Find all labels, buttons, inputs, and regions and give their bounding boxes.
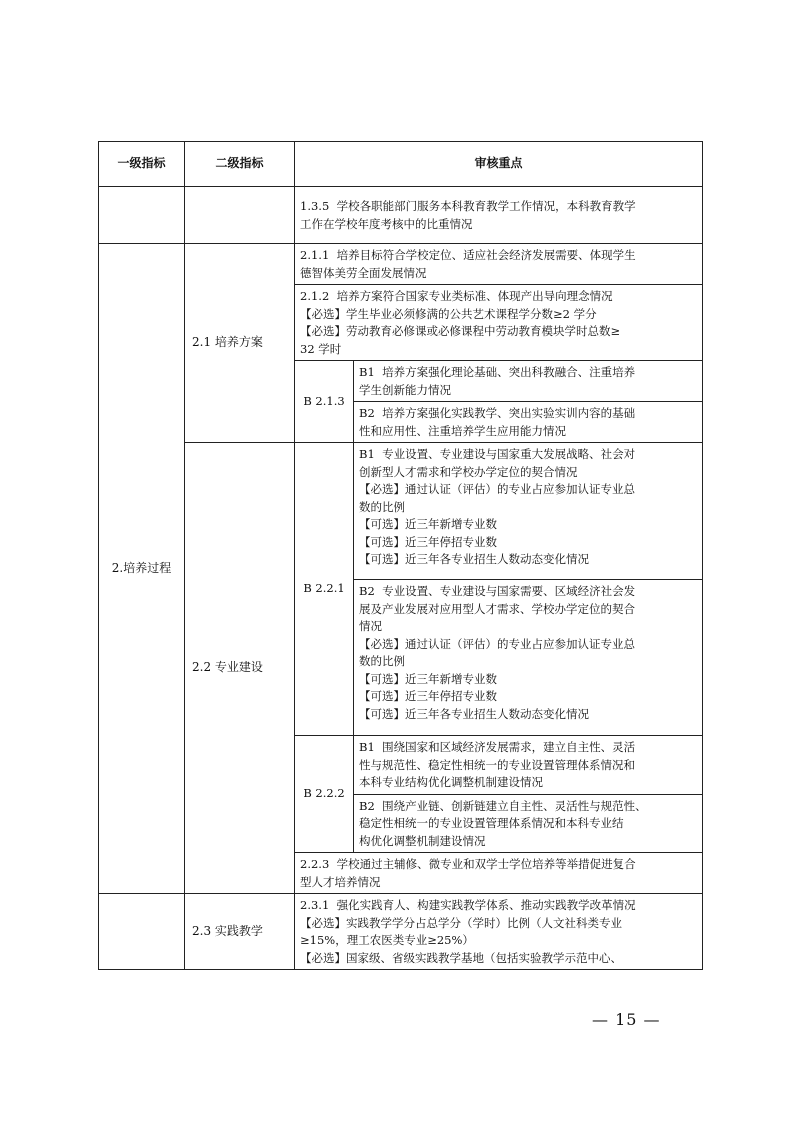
header-level2: 二级指标 <box>185 142 295 187</box>
item-1-3-5 <box>295 195 702 235</box>
table-row <box>99 894 703 970</box>
level2-practice-teaching: 2.3 实践教学 <box>185 894 295 970</box>
text-line: 【可选】近三年停招专业数 <box>359 534 497 549</box>
text-line: 展及产业发展对应用型人才需求、学校办学定位的契合 <box>359 601 635 616</box>
item-2-1-1 <box>295 244 702 284</box>
text-line: 构优化调整机制建设情况 <box>359 833 486 848</box>
table-row <box>99 443 703 580</box>
b-2-2-1-label: B 2.2.1 <box>295 443 354 736</box>
header-review-focus: 审核重点 <box>295 142 703 187</box>
text-line: 【可选】近三年停招专业数 <box>359 689 497 703</box>
text-line: 【必选】学生毕业必须修满的公共艺术课程学分数≥2 学分 <box>300 306 597 321</box>
level2-major-construction: 2.2 专业建设 <box>185 443 295 894</box>
text-line: 2.3.1 强化实践育人、构建实践教学体系、推动实践教学改革情况 <box>300 898 636 912</box>
header-level1: 一级指标 <box>99 142 185 187</box>
text-line: 情况 <box>359 619 382 633</box>
text-line: B1 培养方案强化理论基础、突出科教融合、注重培养 <box>359 365 636 379</box>
text-line: 工作在学校年度考核中的比重情况 <box>300 216 473 231</box>
b-2-2-1-b2 <box>354 580 702 725</box>
b-2-2-2-label: B 2.2.2 <box>295 736 354 853</box>
text-line: ≥15%，理工农医类专业≥25%） <box>300 933 474 947</box>
page-number: — 15 — <box>592 1010 661 1029</box>
table-header-row <box>99 142 703 187</box>
level2-training-plan: 2.1 培养方案 <box>185 244 295 443</box>
text-line: 【可选】近三年各专业招生人数动态变化情况 <box>359 706 589 721</box>
item-2-3-1 <box>295 894 702 969</box>
text-line: 稳定性相统一的专业设置管理体系情况和本科专业结 <box>359 816 624 830</box>
text-line: 型人才培养情况 <box>300 874 381 889</box>
text-line: B1 专业设置、专业建设与国家重大发展战略、社会对 <box>359 447 636 461</box>
text-line: 数的比例 <box>359 654 405 668</box>
text-line: B1 围绕国家和区域经济发展需求，建立自主性、灵活 <box>359 740 636 754</box>
level1-cultivation-process: 2.培养过程 <box>99 244 185 894</box>
text-line: 2.1.1 培养目标符合学校定位、适应社会经济发展需要、体现学生 <box>300 248 636 262</box>
text-line: 【可选】近三年新增专业数 <box>359 671 497 686</box>
text-line: B2 培养方案强化实践教学、突出实验实训内容的基础 <box>359 406 636 420</box>
text-line: 【可选】近三年新增专业数 <box>359 517 497 531</box>
b-2-1-3-b2 <box>354 402 702 442</box>
text-line: 2.1.2 培养方案符合国家专业类标准、体现产出导向理念情况 <box>300 289 613 303</box>
text-line: B2 围绕产业链、创新链建立自主性、灵活性与规范性、 <box>359 798 647 813</box>
text-line: 本科专业结构优化调整机制建设情况 <box>359 775 543 789</box>
text-line: 【必选】通过认证（评估）的专业占应参加认证专业总 <box>359 636 635 651</box>
b-2-2-1-b1 <box>354 443 702 571</box>
b-2-2-2-b1 <box>354 736 702 794</box>
b-2-1-3-b1 <box>354 361 702 401</box>
b-2-1-3-label: B 2.1.3 <box>295 361 354 443</box>
text-line: 【必选】实践教学学分占总学分（学时）比例（人文社科类专业 <box>300 915 622 930</box>
table-row <box>99 187 703 244</box>
text-line: 学生创新能力情况 <box>359 382 451 397</box>
text-line: 【可选】近三年各专业招生人数动态变化情况 <box>359 552 589 566</box>
text-line: 性和应用性、注重培养学生应用能力情况 <box>359 423 566 438</box>
text-line: 创新型人才需求和学校办学定位的契合情况 <box>359 464 578 479</box>
item-2-1-2 <box>295 285 702 360</box>
text-line: 数的比例 <box>359 499 405 514</box>
text-line: B2 专业设置、专业建设与国家需要、区域经济社会发 <box>359 584 636 598</box>
text-line: 性与规范性、稳定性相统一的专业设置管理体系情况和 <box>359 757 635 772</box>
text-line: 【必选】劳动教育必修课或必修课程中劳动教育模块学时总数≥ <box>300 324 621 338</box>
text-line: 【必选】通过认证（评估）的专业占应参加认证专业总 <box>359 482 635 496</box>
text-line: 【必选】国家级、省级实践教学基地（包括实验教学示范中心、 <box>300 950 622 965</box>
table-row <box>99 244 703 285</box>
text-line: 1.3.5 学校各职能部门服务本科教育教学工作情况，本科教育教学 <box>300 199 636 213</box>
text-line: 德智体美劳全面发展情况 <box>300 265 427 280</box>
text-line: 2.2.3 学校通过主辅修、微专业和双学士学位培养等举措促进复合 <box>300 857 636 871</box>
text-line: 32 学时 <box>300 341 342 356</box>
review-criteria-table <box>98 141 703 970</box>
b-2-2-2-b2 <box>354 795 702 853</box>
item-2-2-3 <box>295 853 702 893</box>
